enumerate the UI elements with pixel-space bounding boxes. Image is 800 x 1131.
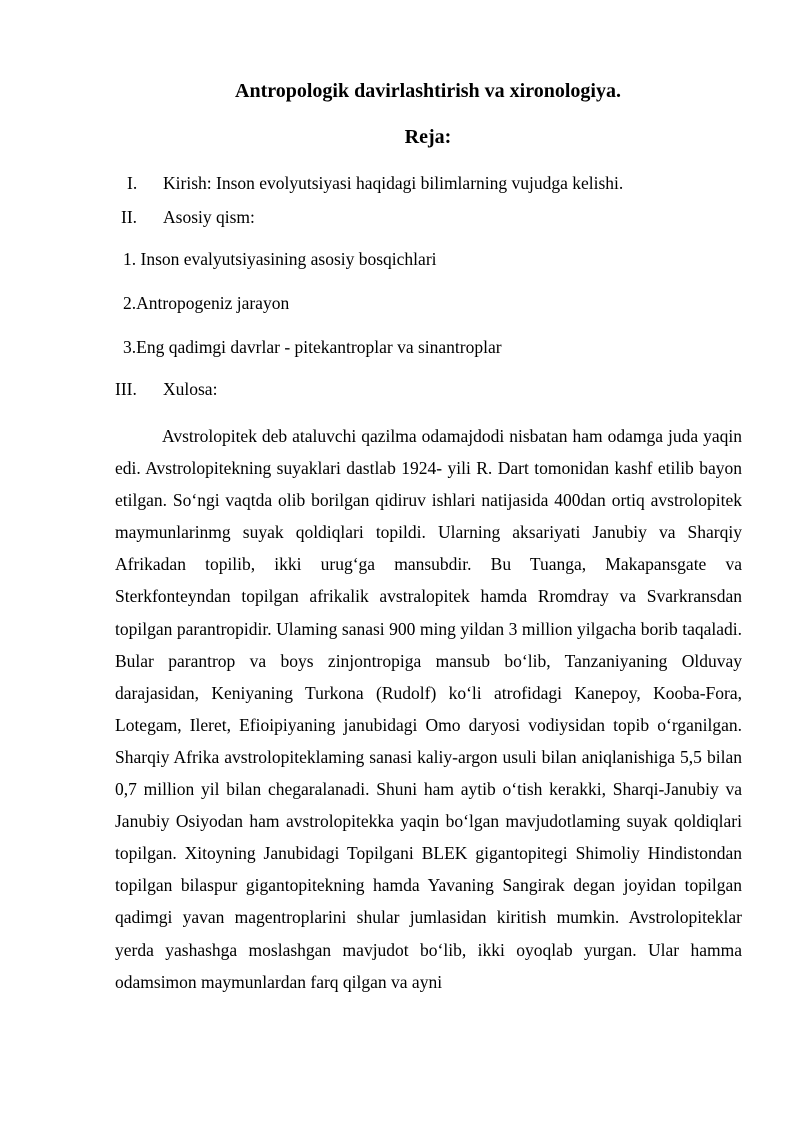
outline-number-1: I. <box>127 173 138 193</box>
outline-item-1: Kirish: Inson evolyutsiyasi haqidagi bilimlarning vujudga kelishi. <box>163 173 624 193</box>
plan-heading: Reja: <box>404 126 452 148</box>
outline-subitem-3: 3.Eng qadimgi davrlar - pitekantroplar va sinantroplar <box>123 337 502 357</box>
body-paragraph: Avstrolopitek deb ataluvchi qazilma odamajdodi nisbatan ham odamga juda yaqin edi. Avstrolopitekning suyaklari dastlab 1924- yili R. Dart tomonidan kashf etilib bayon etilgan. So‘ngi vaqtda olib borilgan qidiruv ishlari natijasida 400dan ortiq avstrolopitek maymunlarinmg suyak qoldiqlari topildi. Ularning aksariyati Janubiy va Sharqiy Afrikadan topilib, ikki urug‘ga mansubdir. Bu Tuanga, Makapansgate va Sterkfonteyndan topilgan afrikalik avstralopitek hamda Rromdray va Svarkransdan topilgan parantropidir. Ulaming sanasi 900 ming yildan 3 million yilgacha borib taqaladi. Bular parantrop va boys zinjontropiga mansub bo‘lib, Tanzaniyaning Olduvay darajasidan, Keniyaning Turkona (Rudolf) ko‘li atrofidagi Kanepoy, Kooba-Fora, Lotegam, Ileret, Efioipiyaning janubidagi Omo daryosi vodiysidan topib o‘rganilgan. Sharqiy Afrika avstrolopiteklaming sanasi kaliy-argon usuli bilan aniqlanishiga 5,5 bilan 0,7 million yil bilan chegaralanadi. Shuni ham aytib o‘tish kerakki, Sharqi-Janubiy va Janubiy Osiyodan ham avstrolopitekka yaqin bo‘lgan mavjudotlaming suyak qoldiqlari topilgan. Xitoyning Janubidagi Topilgani BLEK gigantopitegi Shimoliy Hindistondan topilgan bilaspur gigantopitekning hamda Yavaning Sangirak degan joyidan topilgan qadimgi yavan magentroplarini shular jumlasidan kiritish mumkin. Avstrolopiteklar yerda yashashga moslashgan mavjudot bo‘lib, ikki oyoqlab yurgan. Ular hamma odamsimon maymunlardan farq qilgan va ayni <box>115 426 742 992</box>
outline-number-2: II. <box>121 207 138 227</box>
outline-subitem-2: 2.Antropogeniz jarayon <box>123 293 290 313</box>
outline-item-3: Xulosa: <box>163 379 218 399</box>
outline-number-3: III. <box>115 379 137 399</box>
outline-item-2: Asosiy qism: <box>163 207 255 227</box>
outline-subitem-1: 1. Inson evalyutsiyasining asosiy bosqichlari <box>123 249 437 269</box>
document-title: Antropologik davirlashtirish va xironologiya. <box>235 80 621 102</box>
